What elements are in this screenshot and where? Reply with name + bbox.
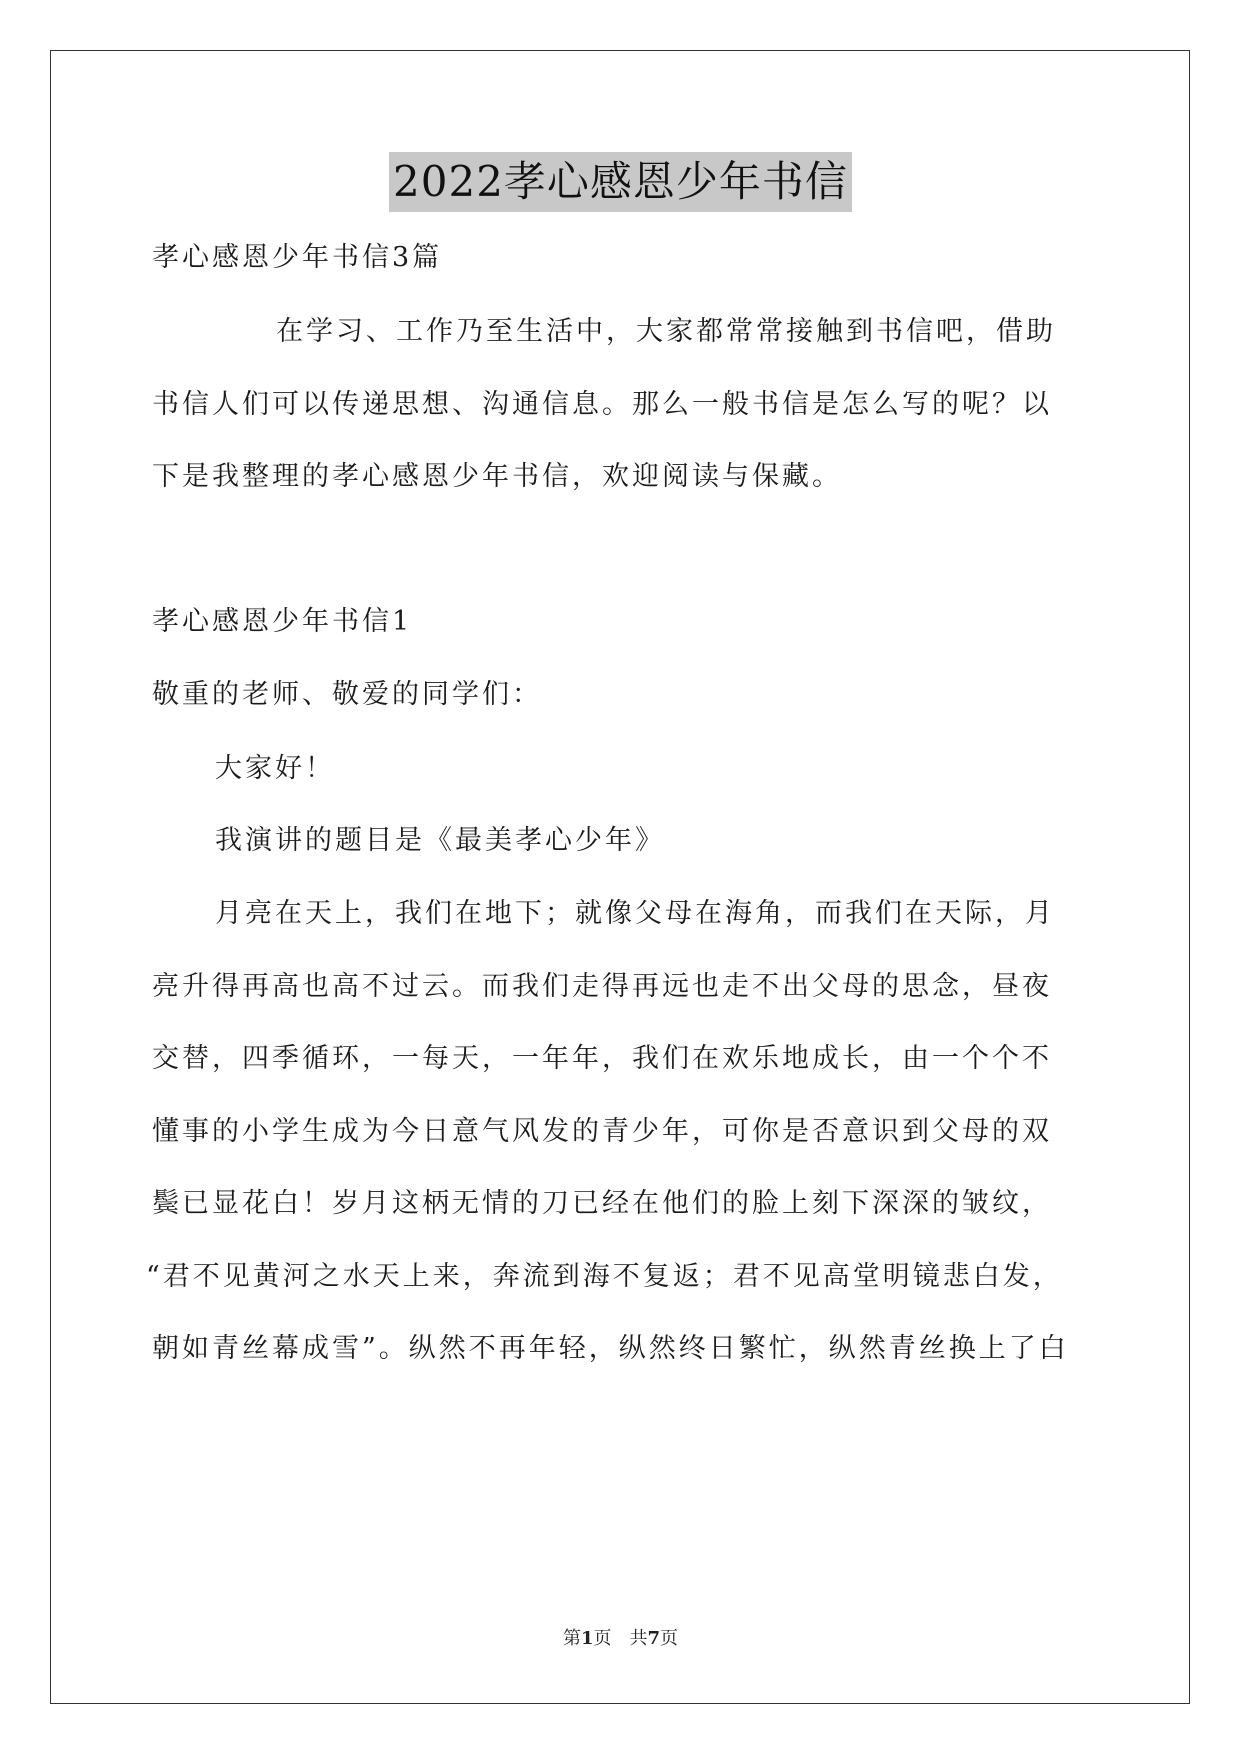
title-container bbox=[0, 152, 1241, 212]
page-border bbox=[50, 50, 1190, 1704]
topic-line: 我演讲的题目是《最美孝心少年》 bbox=[215, 825, 665, 856]
body-line-5: 鬓已显花白！岁月这柄无情的刀已经在他们的脸上刻下深深的皱纹， bbox=[152, 1188, 1052, 1219]
document-subtitle: 孝心感恩少年书信3篇 bbox=[152, 242, 443, 273]
intro-line-3: 下是我整理的孝心感恩少年书信，欢迎阅读与保藏。 bbox=[152, 461, 842, 492]
body-line-3: 交替，四季循环，一每天，一年年，我们在欢乐地成长，由一个个不 bbox=[152, 1043, 1052, 1074]
salutation: 敬重的老师、敬爱的同学们： bbox=[152, 679, 542, 710]
page-footer bbox=[0, 1627, 1241, 1651]
footer-page-mid: 页 共 bbox=[593, 1628, 648, 1649]
body-line-7: 朝如青丝幕成雪”。纵然不再年轻，纵然终日繁忙，纵然青丝换上了白 bbox=[152, 1333, 1069, 1364]
body-line-6: “君不见黄河之水天上来，奔流到海不复返；君不见高堂明镜悲白发， bbox=[146, 1261, 1063, 1292]
body-line-2: 亮升得再高也高不过云。而我们走得再远也走不出父母的思念，昼夜 bbox=[152, 971, 1052, 1002]
footer-page-prefix: 第 bbox=[562, 1628, 581, 1649]
section-heading: 孝心感恩少年书信1 bbox=[152, 606, 413, 637]
footer-page-suffix: 页 bbox=[660, 1628, 679, 1649]
intro-line-2: 书信人们可以传递思想、沟通信息。那么一般书信是怎么写的呢？以 bbox=[152, 389, 1052, 420]
document-title: 2022孝心感恩少年书信 bbox=[389, 152, 852, 212]
footer-total-pages: 7 bbox=[647, 1628, 661, 1649]
footer-page-number: 1 bbox=[580, 1628, 594, 1649]
greeting: 大家好！ bbox=[215, 753, 335, 784]
body-line-4: 懂事的小学生成为今日意气风发的青少年，可你是否意识到父母的双 bbox=[152, 1116, 1052, 1147]
intro-line-1: 在学习、工作乃至生活中，大家都常常接触到书信吧，借助 bbox=[276, 316, 1056, 347]
body-line-1: 月亮在天上，我们在地下；就像父母在海角，而我们在天际，月 bbox=[215, 898, 1055, 929]
